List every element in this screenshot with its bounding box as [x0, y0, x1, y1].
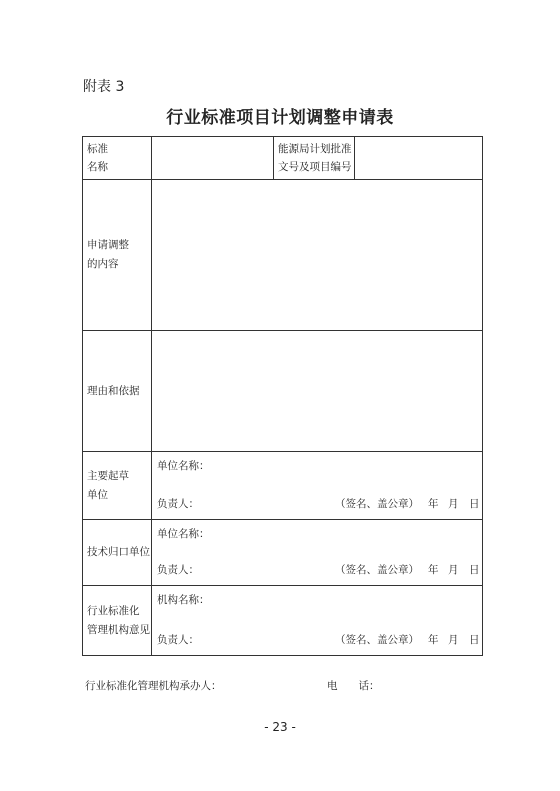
technical-month: 月 — [448, 564, 459, 576]
drafting-responsible-label: 负责人： — [157, 498, 199, 510]
adjust-content-field[interactable] — [152, 180, 483, 331]
technical-sign-seal: （签名、盖公章） — [335, 564, 419, 576]
reason-label: 理由和依据 — [87, 384, 140, 397]
approval-label-line1: 能源局计划批准 — [278, 143, 352, 155]
management-day: 日 — [469, 634, 480, 646]
drafting-unit-name-label: 单位名称： — [157, 460, 210, 472]
row-management-opinion — [83, 586, 483, 656]
technical-unit-field[interactable] — [152, 520, 483, 586]
technical-unit-name-label: 单位名称： — [157, 528, 210, 540]
approval-label-line2: 文号及项目编号 — [278, 161, 352, 173]
management-month: 月 — [448, 634, 459, 646]
technical-day: 日 — [469, 564, 480, 576]
drafting-unit-label-line1: 主要起草 — [87, 469, 129, 482]
page-number: - 23 - — [264, 720, 296, 734]
row-technical-unit — [83, 520, 483, 586]
management-opinion-field[interactable] — [152, 586, 483, 656]
row-drafting-unit — [83, 452, 483, 520]
management-opinion-label-line1: 行业标准化 — [87, 604, 140, 617]
adjust-content-label-line2: 的内容 — [87, 258, 119, 270]
management-org-name-label: 机构名称： — [157, 594, 210, 606]
technical-year: 年 — [428, 564, 439, 576]
row-standard-name — [83, 137, 483, 180]
management-sign-line — [157, 632, 482, 647]
technical-responsible-label: 负责人： — [157, 564, 199, 576]
adjust-content-label-line1: 申请调整 — [87, 239, 129, 251]
drafting-unit-label-line2: 单位 — [87, 488, 108, 501]
drafting-year: 年 — [428, 498, 439, 510]
standard-name-field[interactable] — [152, 137, 274, 180]
technical-unit-label-cell — [83, 520, 152, 586]
drafting-day: 日 — [469, 498, 480, 510]
row-reason — [83, 331, 483, 452]
form-title: 行业标准项目计划调整申请表 — [166, 108, 394, 128]
management-responsible-label: 负责人： — [157, 634, 199, 646]
approval-number-label-cell — [274, 137, 355, 180]
adjust-content-label-cell — [83, 180, 152, 331]
approval-number-field[interactable] — [355, 137, 483, 180]
phone-label: 电 话： — [327, 680, 380, 692]
drafting-sign-seal: （签名、盖公章） — [335, 498, 419, 510]
drafting-unit-label-cell — [83, 452, 152, 520]
drafting-unit-sign-line — [157, 496, 482, 511]
drafting-month: 月 — [448, 498, 459, 510]
management-sign-seal: （签名、盖公章） — [335, 634, 419, 646]
technical-unit-sign-line — [157, 562, 482, 577]
reason-field[interactable] — [152, 331, 483, 452]
management-opinion-label-cell — [83, 586, 152, 656]
standard-name-label-cell — [83, 137, 152, 180]
standard-name-label-line1: 标准 — [87, 143, 108, 155]
reason-label-cell — [83, 331, 152, 452]
row-adjust-content — [83, 180, 483, 331]
standard-name-label-line2: 名称 — [87, 161, 108, 173]
attachment-label: 附表 3 — [83, 79, 125, 95]
management-opinion-label-line2: 管理机构意见 — [87, 623, 150, 636]
management-year: 年 — [428, 634, 439, 646]
contact-person-label: 行业标准化管理机构承办人： — [85, 680, 222, 692]
application-form-table — [82, 136, 483, 656]
drafting-unit-field[interactable] — [152, 452, 483, 520]
technical-unit-label: 技术归口单位 — [87, 546, 150, 558]
